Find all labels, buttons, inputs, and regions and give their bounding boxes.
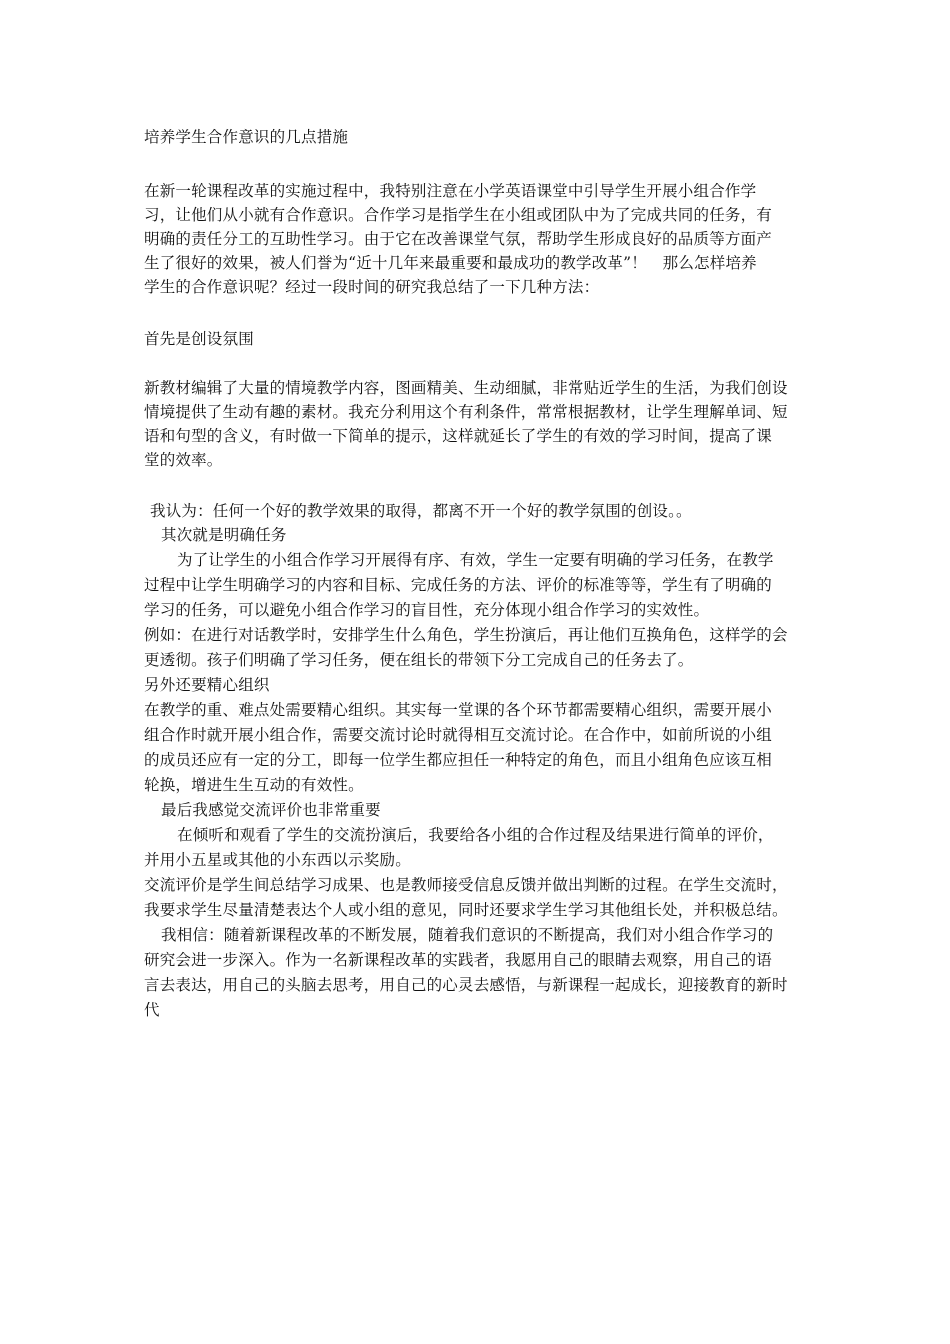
paragraph-line: 言去表达，用自己的头脑去思考，用自己的心灵去感悟，与新课程一起成长，迎接教育的新时 [144,976,788,994]
opinion-line: 我认为：任何一个好的教学效果的取得，都离不开一个好的教学氛围的创设。。 [150,502,692,520]
paragraph-line: 在教学的重、难点处需要精心组织。其实每一堂课的各个环节都需要精心组织，需要开展小 [144,701,773,719]
paragraph-line: 并用小五星或其他的小东西以示奖励。 [144,851,411,869]
paragraph-line: 我要求学生尽量清楚表达个人或小组的意见，同时还要求学生学习其他组长处，并积极总结。 [144,901,788,919]
paragraph-line: 轮换，增进生生互动的有效性。 [144,776,364,794]
section-heading: 另外还要精心组织 [144,676,270,694]
paragraph-line: 交流评价是学生间总结学习成果、也是教师接受信息反馈并做出判断的过程。在学生交流时， [144,876,788,894]
paragraph-line: 代 [144,1001,160,1019]
paragraph-line: 过程中让学生明确学习的内容和目标、完成任务的方法、评价的标准等等，学生有了明确的 [144,576,773,594]
section-heading: 其次就是明确任务 [161,526,287,544]
paragraph-line: 研究会进一步深入。作为一名新课程改革的实践者，我愿用自己的眼睛去观察，用自己的语 [144,951,773,969]
document-title: 培养学生合作意识的几点措施 [144,128,349,146]
paragraph-line: 在倾听和观看了学生的交流扮演后，我要给各小组的合作过程及结果进行简单的评价， [177,826,774,844]
paragraph-line: 语和句型的含义，有时做一下简单的提示，这样就延长了学生的有效的学习时间，提高了课 [144,427,773,445]
paragraph-line: 明确的责任分工的互助性学习。由于它在改善课堂气氛，帮助学生形成良好的品质等方面产 [144,230,773,248]
paragraph-line: 为了让学生的小组合作学习开展得有序、有效，学生一定要有明确的学习任务，在教学 [177,551,774,569]
paragraph-line: 情境提供了生动有趣的素材。我充分利用这个有利条件，常常根据教材，让学生理解单词、短 [144,403,788,421]
paragraph-line: 学习的任务，可以避免小组合作学习的盲目性，充分体现小组合作学习的实效性。 [144,601,710,619]
paragraph-line: 的成员还应有一定的分工，即每一位学生都应担任一种特定的角色，而且小组角色应该互相 [144,751,773,769]
paragraph-line: 在新一轮课程改革的实施过程中，我特别注意在小学英语课堂中引导学生开展小组合作学 [144,182,757,200]
paragraph-line: 堂的效率。 [144,451,223,469]
section-heading: 首先是创设氛围 [144,330,254,348]
paragraph-line: 习，让他们从小就有合作意识。合作学习是指学生在小组或团队中为了完成共同的任务，有 [144,206,773,224]
paragraph-line: 学生的合作意识呢？经过一段时间的研究我总结了一下几种方法： [144,278,600,296]
paragraph-line: 新教材编辑了大量的情境教学内容，图画精美、生动细腻，非常贴近学生的生活，为我们创设 [144,379,788,397]
section-heading: 最后我感觉交流评价也非常重要 [161,801,381,819]
paragraph-line: 更透彻。孩子们明确了学习任务，便在组长的带领下分工完成自己的任务去了。 [144,651,694,669]
paragraph-line: 例如：在进行对话教学时，安排学生什么角色，学生扮演后，再让他们互换角色，这样学的会 [144,626,788,644]
paragraph-line: 生了很好的效果，被人们誉为“近十几年来最重要和最成功的教学改革”！ 那么怎样培养 [144,254,757,272]
paragraph-line: 我相信：随着新课程改革的不断发展，随着我们意识的不断提高，我们对小组合作学习的 [161,926,774,944]
paragraph-line: 组合作时就开展小组合作，需要交流讨论时就得相互交流讨论。在合作中，如前所说的小组 [144,726,773,744]
